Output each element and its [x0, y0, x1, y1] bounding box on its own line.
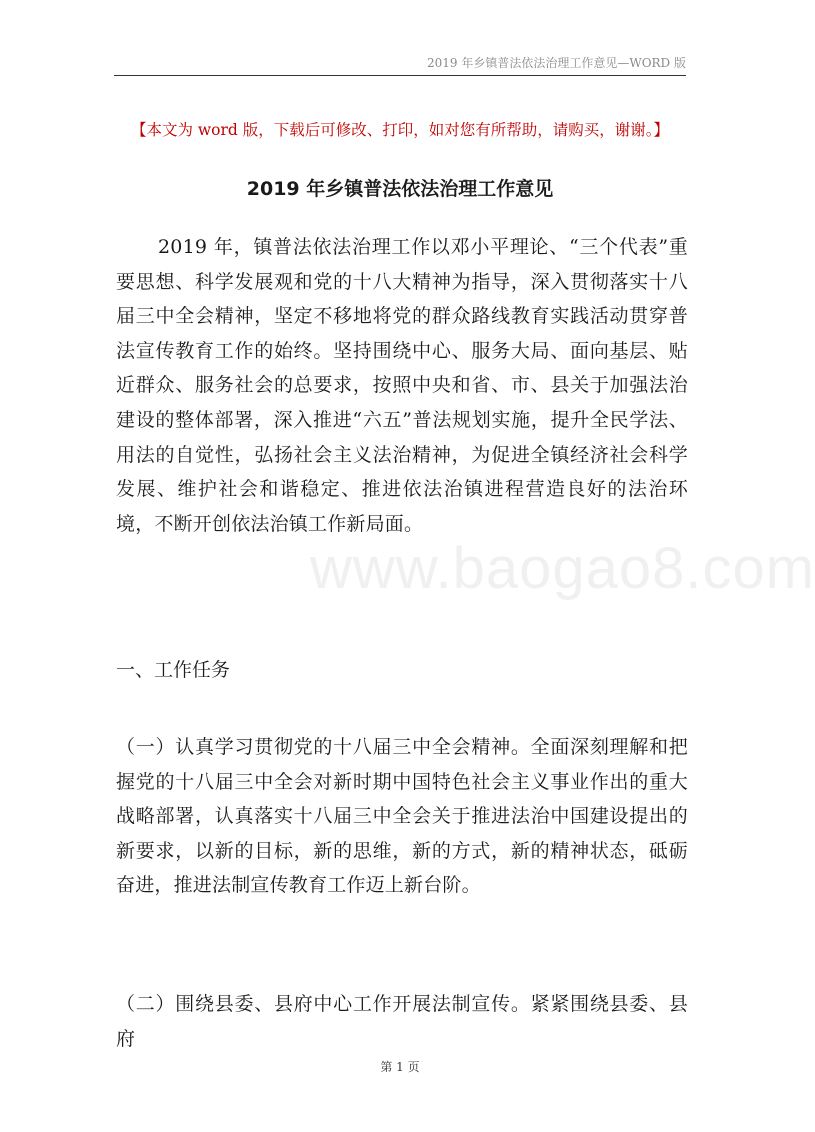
purchase-notice: 【本文为 word 版，下载后可修改、打印，如对您有所帮助，请购买，谢谢。】: [130, 121, 670, 139]
task-item-one: （一）认真学习贯彻党的十八届三中全会精神。全面深刻理解和把握党的十八届三中全会对新时期中国特色社会主义事业作出的重大战略部署，认真落实十八届三中全会关于推进法治中国建设提出的新要求，以新的目标，新的思维，新的方式，新的精神状态，砥砺奋进，推进法制宣传教育工作迈上新台阶。: [116, 736, 688, 897]
document-title: 2019 年乡镇普法依法治理工作意见: [246, 178, 554, 200]
task-item-two: （二）围绕县委、县府中心工作开展法制宣传。紧紧围绕县委、县府: [116, 993, 688, 1050]
page-number: 第 1 页: [380, 1060, 420, 1074]
running-header: 2019 年乡镇普法依法治理工作意见—WORD 版: [427, 56, 686, 70]
header-divider: [114, 75, 686, 76]
watermark: www.baogao8.com: [310, 536, 815, 601]
intro-paragraph: 2019 年，镇普法依法治理工作以邓小平理论、“三个代表”重要思想、科学发展观和党的十八大精神为指导，深入贯彻落实十八届三中全会精神，坚定不移地将党的群众路线教育实践活动贯穿普法宣传教育工作的始终。坚持围绕中心、服务大局、面向基层、贴近群众、服务社会的总要求，按照中央和省、市、县关于加强法治建设的整体部署，深入推进“六五”普法规划实施，提升全民学法、用法的自觉性，弘扬社会主义法治精神，为促进全镇经济社会科学发展、维护社会和谐稳定、推进依法治镇进程营造良好的法治环境，不断开创依法治镇工作新局面。: [116, 236, 688, 535]
section-heading-tasks: 一、工作任务: [116, 659, 231, 681]
